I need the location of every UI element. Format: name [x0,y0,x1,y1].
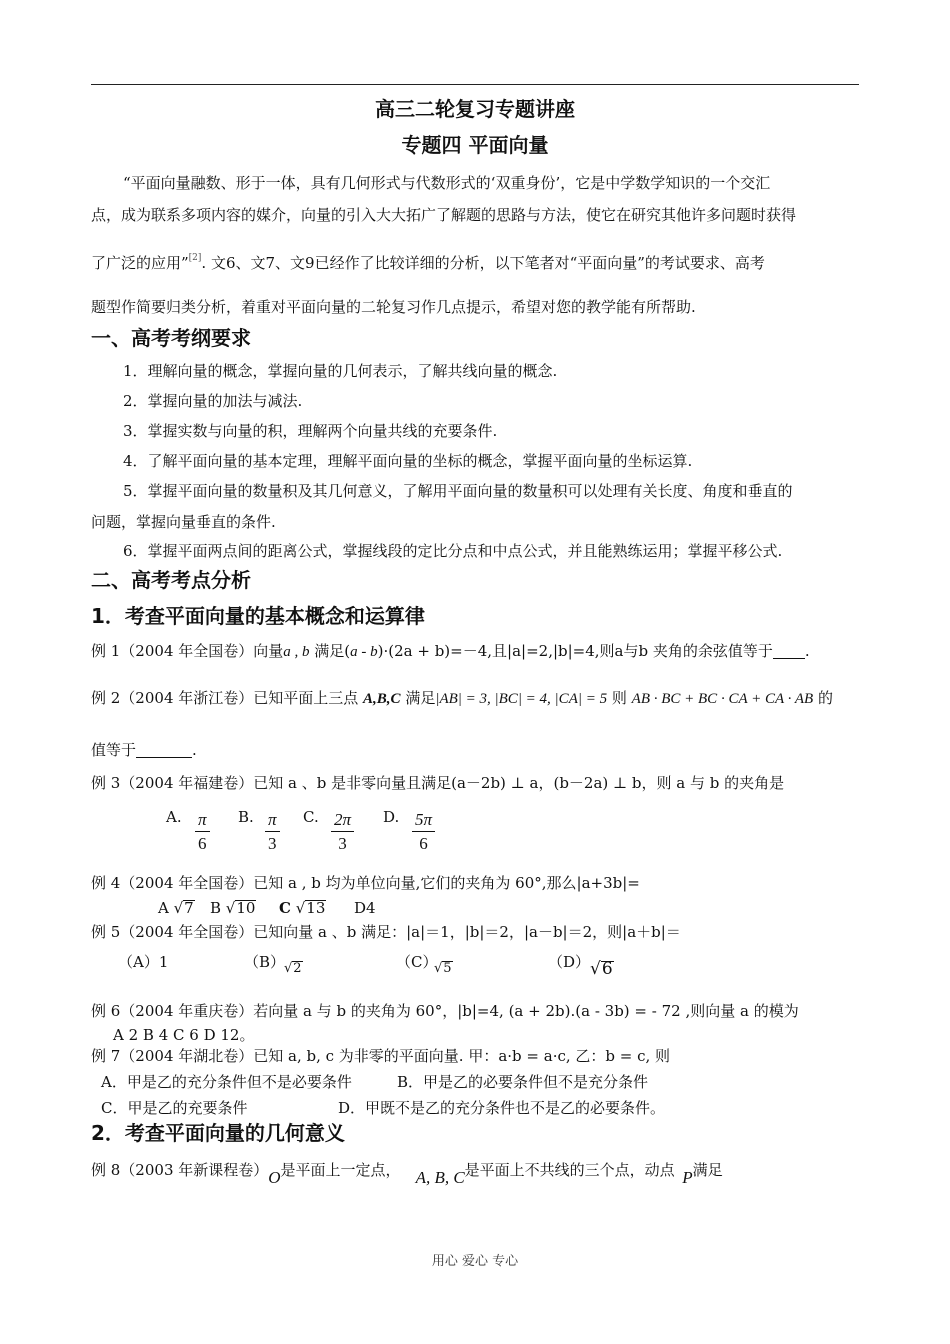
fraction-denominator: 6 [419,834,428,853]
section-heading-2: 二、高考考点分析 [91,568,251,592]
example-1 [91,641,859,662]
ex5-option-d: （D） [548,953,591,971]
ex2-points: A,B,C [363,691,401,707]
sqrt-radicand: 10 [236,899,256,917]
ex2-mid: 满足 [400,689,436,707]
ex2-line2: 值等于 [91,741,137,759]
sqrt-radicand: 13 [306,899,326,917]
example-5: 例 5（2004 年全国卷）已知向量 a 、b 满足：|a|＝1，|b|＝2，|a－b|＝2，则|a＋b|＝ [91,923,681,941]
answer-blank [136,743,192,758]
example-6: 例 6（2004 年重庆卷）若向量 a 与 b 的夹角为 60°，|b|=4, (a + 2b).(a - 3b) = - 72 ,则向量 a 的模为 [91,1002,799,1020]
intro-line-4: 题型作简要归类分析，着重对平面向量的二轮复习作几点提示，希望对您的教学能有所帮助. [91,298,696,316]
ex1-pre: 例 1（2004 年全国卷）向量 [91,642,284,660]
option-b-label: B. [238,808,254,826]
page-footer: 用心 爱心 专心 [431,1254,519,1269]
ex8-mid: 是平面上一定点， [280,1161,401,1179]
example-6-options: A 2 B 4 C 6 D 12。 [113,1026,255,1044]
syllabus-item-cont: 问题，掌握向量垂直的条件. [91,513,276,531]
ex7-option-a: A．甲是乙的充分条件但不是必要条件 [101,1073,352,1091]
ex8-end: 满足 [692,1161,723,1179]
sqrt-radicand: 6 [601,959,613,979]
ex1-end: . [804,642,810,660]
ex2-end: . [192,741,197,759]
fraction-numerator: π [195,809,210,832]
syllabus-item: 1．理解向量的概念，掌握向量的几何表示，了解共线向量的概念. [123,362,558,380]
intro-line-3 [91,248,859,273]
syllabus-item: 4．了解平面向量的基本定理，理解平面向量的坐标的概念，掌握平面向量的坐标运算. [123,452,693,470]
ex4-option-a: A √7 [158,899,194,917]
example-3: 例 3（2004 年福建卷）已知 a 、b 是非零向量且满足(a－2b) ⊥ a，(b－2a) ⊥ b，则 a 与 b 的夹角是 [91,774,785,792]
intro-line-3-text: 了广泛的应用” [91,254,189,272]
ex5-option-c-value: √5 [434,961,452,976]
ex2-pre: 例 2（2004 年浙江卷）已知平面上三点 [91,689,364,707]
document-subtitle: 专题四 平面向量 [401,133,549,157]
example-2 [91,688,859,709]
option-label: A [158,899,169,917]
example-2-cont [91,740,859,760]
ex5-option-c: （C） [396,953,438,971]
ex2-tail: 的 [813,689,833,707]
fraction-numerator: 5π [412,809,435,832]
ex8-mid2: 是平面上不共线的三个点，动点 [464,1161,675,1179]
ex4-option-c: C √13 [279,899,326,917]
subsection-heading-2: 2．考查平面向量的几何意义 [91,1121,345,1145]
top-rule [91,84,859,85]
sqrt-radicand: 5 [443,961,452,976]
option-b-fraction [265,809,280,856]
option-c-label: C. [303,808,319,826]
ex8-point-p: P [682,1168,693,1187]
ex1-mid: 满足( [309,642,351,660]
option-d-fraction [412,809,435,856]
ex8-pre: 例 8（2003 年新课程卷） [91,1161,269,1179]
sqrt-radicand: 7 [184,899,194,917]
ex2-expression: AB · BC + BC · CA + CA · AB [631,691,814,707]
document-title: 高三二轮复习专题讲座 [375,97,575,121]
ex2-condition: |AB| = 3, |BC| = 4, |CA| = 5 [435,691,608,707]
option-a-label: A. [166,808,182,826]
option-label: B [210,899,222,917]
section-heading-1: 一、高考考纲要求 [91,326,251,350]
example-4: 例 4（2004 年全国卷）已知 a , b 均为单位向量,它们的夹角为 60°,那么|a+3b|= [91,874,640,892]
citation-ref: [2] [188,253,202,263]
ex4-option-b: B √10 [210,899,256,917]
syllabus-item: 3．掌握实数与向量的积，理解两个向量共线的充要条件. [123,422,498,440]
ex7-option-d: D．甲既不是乙的充分条件也不是乙的必要条件。 [338,1099,666,1117]
fraction-denominator: 6 [198,834,207,853]
ex7-option-c: C．甲是乙的充要条件 [101,1099,248,1117]
ex4-option-d: D4 [354,899,376,917]
ex1-rest: )·(2a + b)=－4,且|a|=2,|b|=4,则a与b 夹角的余弦值等于 [377,642,773,660]
ex1-vectors: a , b [283,644,310,660]
example-8 [91,1160,859,1187]
fraction-denominator: 3 [338,834,347,853]
fraction-numerator: 2π [331,809,354,832]
ex1-expr: a - b [350,644,378,660]
option-a-fraction [195,809,210,856]
intro-line-3-tail: . 文6、文7、文9已经作了比较详细的分析，以下笔者对“平面向量”的考试要求、高考 [201,254,765,272]
syllabus-item: 6．掌握平面两点间的距离公式，掌握线段的定比分点和中点公式，并且能熟练运用；掌握平移公式. [123,542,783,560]
ex5-option-b-value: √2 [284,961,302,976]
sqrt-radicand: 2 [293,961,302,976]
ex2-then: 则 [607,689,632,707]
ex5-option-a: （A）1 [118,953,169,971]
ex8-point-o: O [268,1168,281,1187]
example-7: 例 7（2004 年湖北卷）已知 a, b, c 为非零的平面向量. 甲：a·b = a·c, 乙：b = c, 则 [91,1047,671,1065]
syllabus-item: 2．掌握向量的加法与减法. [123,392,303,410]
ex5-option-b: （B） [244,953,286,971]
ex8-points: A, B, C [415,1168,465,1187]
ex7-option-b: B．甲是乙的必要条件但不是充分条件 [397,1073,649,1091]
fraction-denominator: 3 [268,834,277,853]
option-label: C [279,899,291,917]
fraction-numerator: π [265,809,280,832]
option-d-label: D. [383,808,400,826]
option-c-fraction [331,809,354,856]
subsection-heading-1: 1．考查平面向量的基本概念和运算律 [91,604,425,628]
intro-line-1: “平面向量融数、形于一体，具有几何形式与代数形式的‘双重身份’，它是中学数学知识的一个交汇 [123,174,771,192]
answer-blank [773,644,805,659]
ex5-option-d-value: √6 [590,959,613,979]
syllabus-item: 5．掌握平面向量的数量积及其几何意义，了解用平面向量的数量积可以处理有关长度、角度和垂直的 [123,482,793,500]
intro-line-2: 点，成为联系多项内容的媒介，向量的引入大大拓广了解题的思路与方法，使它在研究其他许多问题时获得 [91,206,797,224]
